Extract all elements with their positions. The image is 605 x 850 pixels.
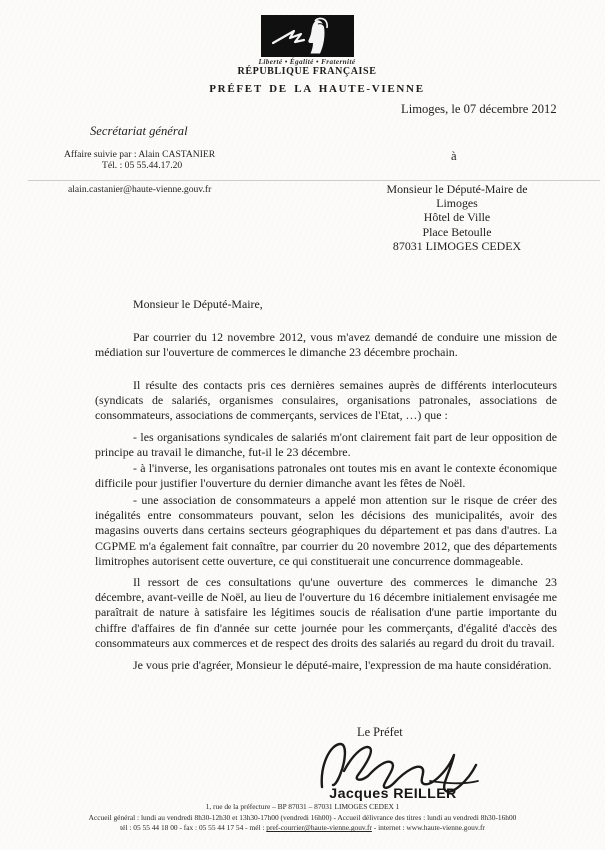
scan-artifact-line [28, 180, 600, 181]
footer-contact-suffix: - internet : www.haute-vienne.gouv.fr [371, 823, 485, 833]
recipient-to-word: à [451, 149, 457, 163]
salutation: Monsieur le Député-Maire, [133, 297, 263, 311]
republique-francaise-label: RÉPUBLIQUE FRANÇAISE [237, 66, 377, 77]
paragraph-request: Par courrier du 12 novembre 2012, vous m'avez demandé de conduire une mission de médiation sur l'ouverture de commerces le dimanche 23 décembre prochain. [95, 330, 557, 360]
paragraph-bullet-unions: - les organisations syndicales de salariés m'ont clairement fait part de leur opposition de principe au travail le dimanche, fut-il le 23 décembre. [95, 430, 557, 460]
marianne-logo-icon [261, 15, 354, 57]
paragraph-bullet-consumers: - une association de consommateurs a appelé mon attention sur le risque de créer des inégalités entre consommateurs pouvant, selon les décisions des municipalités, avoir des magasins ouverts dans certains secteurs géographiques du département et pas dans d'autres. La CGPME m'a également fait connaître, par courrier du 20 novembre 2012, que des départements limitrophes autorisent cette ouverture, ce qui constituerait une concurrence dommageable. [95, 493, 557, 568]
recipient-line: Place Betoulle [422, 224, 492, 239]
paragraph-conclusion: Il ressort de ces consultations qu'une ouverture des commerces le dimanche 23 décembre, avant-veille de Noël, au lieu de l'ouverture du 16 décembre initialement envisagée me paraîtrait de nature à satisfaire les légitimes soucis de réalisation d'une partie importante du chiffre d'affaires de fin d'année sur cette journée pour les commerçants, d'égalité d'accès des consommateurs aux commerces et de respect des droits des salariés au regard du droit du travail. [95, 575, 557, 650]
sender-email: alain.castanier@haute-vienne.gouv.fr [68, 184, 212, 195]
footer-hours-line: Accueil général : lundi au vendredi 8h30-12h30 et 13h30-17h00 (vendredi 16h00) - Accueil délivrance des titres : lundi au vendredi 8h30-16h00 [88, 812, 517, 822]
paragraph-bullet-employers: - à l'inverse, les organisations patronales ont toutes mis en avant le contexte économique difficile pour justifier l'ouverture du dernier dimanche avant les fêtes de Noël. [95, 460, 557, 490]
motto-liberte-egalite-fraternite: Liberté • Égalité • Fraternité [258, 58, 356, 66]
letter-body [95, 297, 557, 673]
footer-contact-prefix: tél : 05 55 44 18 00 - fax : 05 55 44 17 54 - mél : [120, 823, 267, 833]
paragraph-politeness: Je vous prie d'agréer, Monsieur le député-maire, l'expression de ma haute considération. [133, 658, 552, 673]
signer-function: Le Préfet [357, 725, 403, 739]
recipient-address-block [362, 182, 552, 253]
recipient-line: Limoges [436, 196, 478, 211]
handled-by-line: Affaire suivie par : Alain CASTANIER [64, 149, 216, 160]
letterhead-footer [0, 802, 605, 834]
prefect-title: PRÉFET DE LA HAUTE-VIENNE [209, 83, 425, 95]
recipient-line: Hôtel de Ville [423, 210, 491, 225]
sender-service: Secrétariat général [90, 124, 188, 138]
footer-email: pref-courrier@haute-vienne.gouv.fr [266, 823, 372, 833]
marianne-logo [261, 15, 354, 57]
date-line: Limoges, le 07 décembre 2012 [401, 102, 557, 116]
sender-phone: Tél. : 05 55.44.17.20 [102, 160, 183, 171]
footer-address-line: 1, rue de la préfecture – BP 87031 – 87031 LIMOGES CEDEX 1 [205, 802, 400, 811]
footer-contact-line [0, 823, 605, 834]
recipient-line: Monsieur le Député-Maire de [386, 182, 528, 196]
recipient-line: 87031 LIMOGES CEDEX [392, 238, 522, 253]
signer-name: Jacques REILLER [329, 786, 457, 802]
paragraph-consultations: Il résulte des contacts pris ces dernières semaines auprès de différents interlocuteurs (syndicats de salariés, organismes consulaires, organisations patronales, associations de consommateurs, associations de commerçants, services de l'Etat, …) que : [95, 377, 557, 423]
